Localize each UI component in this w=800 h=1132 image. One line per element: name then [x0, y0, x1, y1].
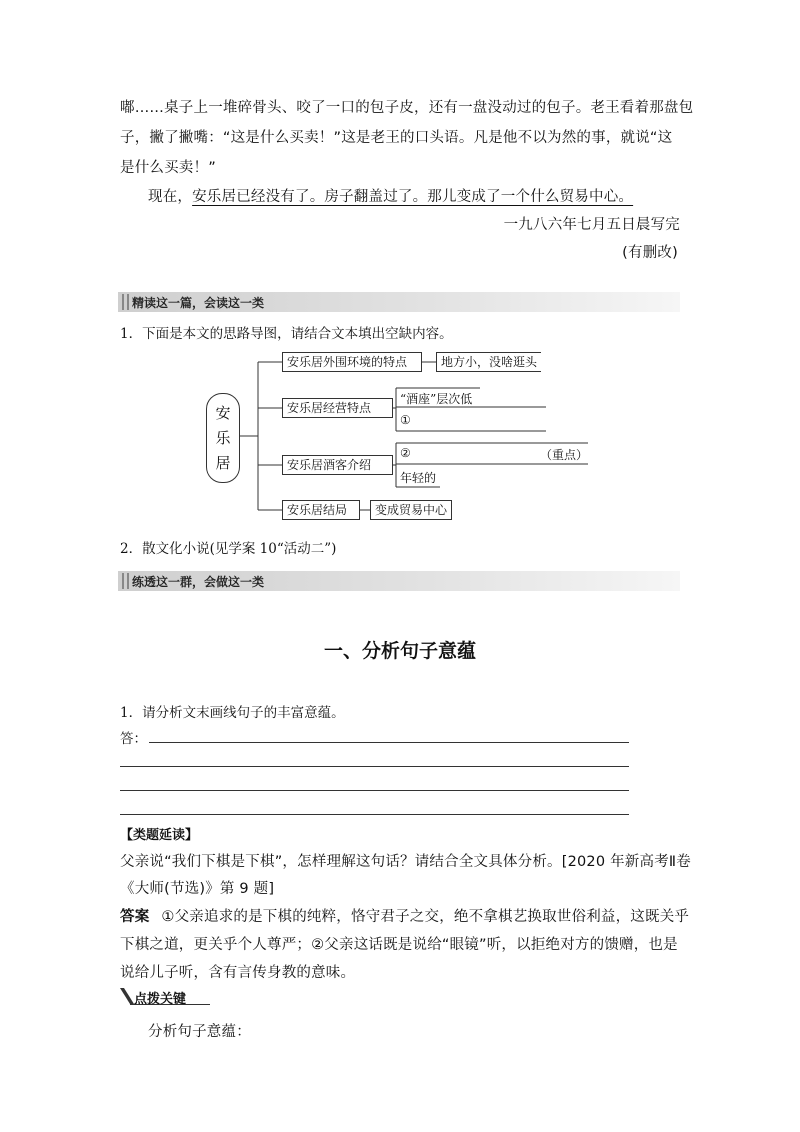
branch-business: 安乐居经营特点	[282, 398, 393, 418]
passage-line: 是什么买卖！”	[120, 160, 216, 176]
q2: 2．散文化小说(见学案 10“活动二”)	[120, 541, 337, 557]
answer-tag: 答案	[120, 909, 150, 925]
key-label: 点拨关键	[134, 992, 187, 1007]
extension-question: 父亲说“我们下棋是下棋”，怎样理解这句话？请结合全文具体分析。[2020 年新高考Ⅱ卷	[120, 854, 691, 870]
answer-line[interactable]	[120, 766, 629, 767]
passage-line: 子，撇了撇嘴：“这是什么买卖！”这是老王的口头语。凡是他不以为然的事，就说“这	[120, 130, 673, 146]
answer-label: 答：	[120, 731, 147, 747]
root-char: 乐	[215, 429, 231, 447]
banner-bar-icon	[122, 573, 129, 589]
section-title: 一、分析句子意蕴	[323, 640, 476, 662]
branch-environment: 安乐居外围环境的特点	[282, 352, 422, 372]
blank-1-marker: ①	[400, 413, 411, 427]
passage-note: (有删改)	[622, 245, 678, 261]
key-text: 分析句子意蕴：	[148, 1024, 251, 1040]
banner-label: 练透这一群，会做这一类	[132, 575, 265, 589]
section-banner-practice	[118, 571, 680, 591]
leaf-young: 年轻的	[400, 471, 437, 485]
passage-date: 一九八六年七月五日晨写完	[503, 217, 680, 233]
extension-answer	[120, 905, 689, 926]
extension-question: 《大师(节选)》第 9 题]	[120, 881, 275, 897]
underlined-sentence: 安乐居已经没有了。房子翻盖过了。那儿变成了一个什么贸易中心。	[192, 189, 634, 205]
branch-ending: 安乐居结局	[282, 500, 360, 520]
q1-intro: 1．下面是本文的思路导图，请结合文本填出空缺内容。	[120, 326, 453, 342]
root-char: 安	[215, 404, 231, 422]
question: 1．请分析文末画线句子的丰富意蕴。	[120, 705, 345, 721]
answer-line[interactable]	[149, 742, 629, 743]
leaf-focus-note: （重点）	[540, 448, 589, 462]
mindmap-root	[206, 393, 240, 483]
blank-2-marker: ②	[400, 446, 411, 460]
extension-tag: 【类题延读】	[120, 828, 199, 843]
answer-text: ①父亲追求的是下棋的纯粹，恪守君子之交，绝不拿棋艺换取世俗利益，这既关乎	[161, 909, 690, 925]
leaf-business-level: “酒座”层次低	[400, 392, 473, 406]
leaf-environment: 地方小，没啥逛头	[436, 352, 541, 372]
passage-prefix: 现在，	[148, 189, 193, 205]
leaf-ending: 变成贸易中心	[370, 500, 452, 520]
extension-answer: 下棋之道，更关乎个人尊严；②父亲这话既是说给“眼镜”听，以拒绝对方的馈赠，也是	[120, 937, 678, 953]
answer-line[interactable]	[120, 790, 629, 791]
passage-line: 嘟……桌子上一堆碎骨头、咬了一口的包子皮，还有一盘没动过的包子。老王看着那盘包	[120, 100, 694, 116]
extension-answer: 说给儿子听，含有言传身教的意味。	[120, 965, 356, 981]
answer-line[interactable]	[120, 814, 629, 815]
key-tag	[118, 986, 214, 1006]
branch-customers: 安乐居酒客介绍	[282, 455, 393, 475]
root-char: 居	[215, 454, 231, 472]
banner-label: 精读这一篇，会读这一类	[132, 296, 265, 310]
